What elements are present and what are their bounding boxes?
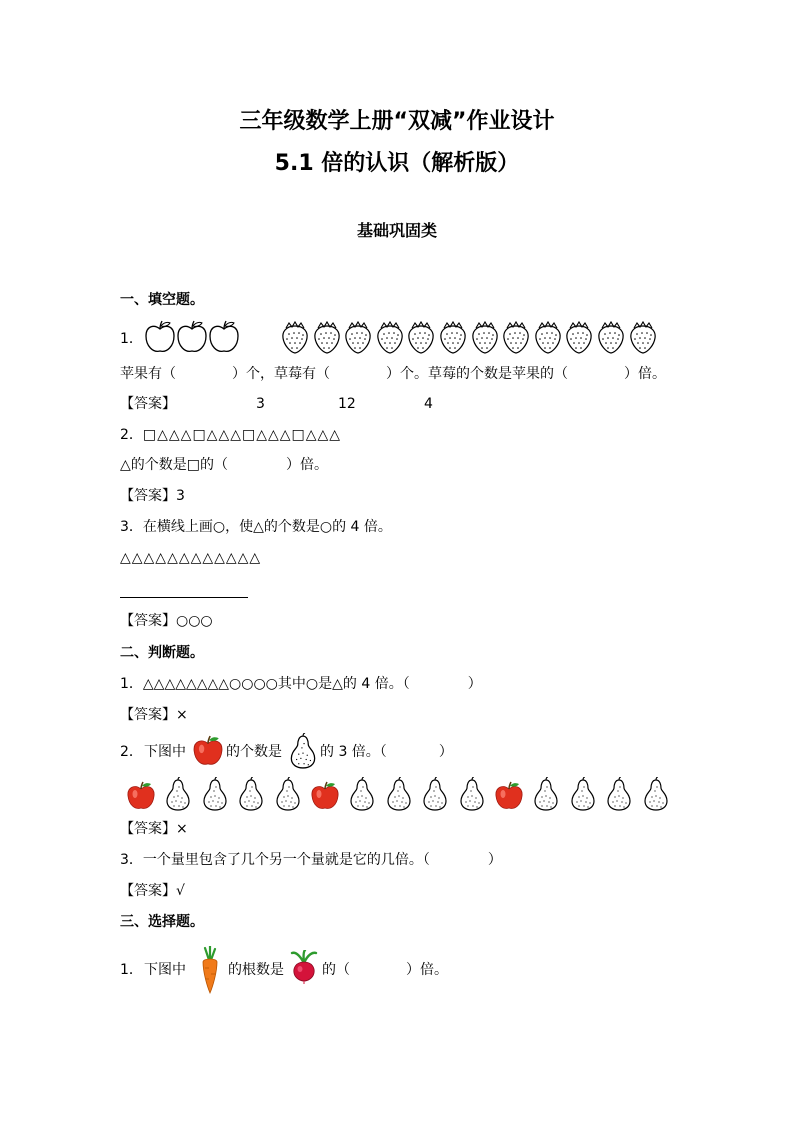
q2-answer: 【答案】3: [120, 488, 185, 504]
strawberry-icon: [565, 320, 593, 354]
pear-icon: [605, 777, 633, 811]
apple-icon: [176, 320, 208, 354]
q3-text: 3．在横线上画○，使△的个数是○的 4 倍。: [120, 519, 392, 535]
q1-text-a: 苹果有（: [120, 366, 176, 382]
part2-heading: 二、判断题。: [120, 645, 204, 661]
strawberry-icon: [502, 320, 530, 354]
strawberry-icon: [471, 320, 499, 354]
p2-q3-text-b: ）: [487, 852, 502, 868]
q2-number: 2．: [120, 427, 143, 443]
p2-q3-text-a: 3．一个量里包含了几个另一个量就是它的几倍。（: [120, 852, 430, 868]
q2-text-a: △的个数是□的（: [120, 457, 228, 473]
p2-q2-text-c: 的 3 倍。（: [320, 744, 387, 760]
q1-answer-label: 【答案】: [120, 396, 176, 412]
q1-text-b: ）个，草莓有（: [232, 366, 330, 382]
q2-sequence: □△△△□△△△□△△△□△△△: [142, 427, 342, 443]
p2-q2-text-b: 的个数是: [226, 744, 282, 760]
q2-question-text: [120, 456, 328, 474]
p3-q1-number: 1．: [120, 962, 143, 978]
p2-q2-number: 2．: [120, 744, 143, 760]
p3-q1-text-c: 的（: [322, 962, 350, 978]
p3-q1-text-a: 下图中: [144, 962, 186, 978]
apple-icon: [309, 781, 341, 811]
strawberry-icon: [313, 320, 341, 354]
p2-q1-text-b: ）: [467, 676, 482, 692]
p2-q2-text-d: ）: [438, 744, 453, 760]
apple-icon: [208, 320, 240, 354]
apple-icon: [125, 781, 157, 811]
strawberry-icon: [439, 320, 467, 354]
p2-q1-text-a: 1．△△△△△△△△○○○○其中○是△的 4 倍。（: [120, 676, 410, 692]
q1-answer-1: 3: [256, 396, 265, 412]
pear-icon: [569, 777, 597, 811]
p2-q3-text: [120, 851, 502, 869]
pear-icon: [532, 777, 560, 811]
q3-triangles: △△△△△△△△△△△△: [120, 550, 262, 566]
p2-q2-text-a: 下图中: [144, 744, 186, 760]
answer-blank-line: [120, 597, 248, 598]
strawberry-icon: [597, 320, 625, 354]
p2-q1-text: [120, 675, 482, 693]
pear-icon: [201, 777, 229, 811]
p2-q1-answer: 【答案】×: [120, 707, 188, 723]
pear-icon: [421, 777, 449, 811]
pear-icon: [385, 777, 413, 811]
p2-q3-answer: 【答案】√: [120, 883, 185, 899]
pear-icon: [237, 777, 265, 811]
carrot-icon: [198, 946, 222, 994]
p2-q2-answer: 【答案】×: [120, 821, 188, 837]
strawberry-icon: [344, 320, 372, 354]
strawberry-icon: [629, 320, 657, 354]
pear-icon: [642, 777, 670, 811]
strawberry-icon: [376, 320, 404, 354]
page-title: 三年级数学上册“双减”作业设计: [239, 109, 555, 134]
q1-answer-3: 4: [424, 396, 433, 412]
apple-icon: [493, 781, 525, 811]
q2-line: [120, 426, 341, 444]
q1-text-d: ）倍。: [624, 366, 666, 382]
strawberry-icon: [281, 320, 309, 354]
p3-q1-question-tail: [322, 961, 448, 979]
q3-answer: 【答案】○○○: [120, 613, 213, 629]
part1-heading: 一、填空题。: [120, 292, 204, 308]
pear-icon: [458, 777, 486, 811]
strawberry-icon: [407, 320, 435, 354]
pear-icon: [288, 733, 318, 769]
apple-icon: [144, 320, 176, 354]
q1-text-c: ）个。草莓的个数是苹果的（: [386, 366, 568, 382]
q1-question-text: [120, 365, 666, 383]
strawberry-icon: [534, 320, 562, 354]
section-title: 基础巩固类: [356, 221, 437, 240]
radish-icon: [289, 950, 319, 984]
page-subtitle: 5.1 倍的认识（解析版）: [274, 151, 520, 176]
pear-icon: [348, 777, 376, 811]
pear-icon: [164, 777, 192, 811]
p3-q1-text-b: 的根数是: [228, 962, 284, 978]
pear-icon: [274, 777, 302, 811]
q2-text-b: ）倍。: [286, 457, 328, 473]
part3-heading: 三、选择题。: [120, 914, 204, 930]
p3-q1-text-d: ）倍。: [406, 962, 448, 978]
q1-number: 1．: [120, 331, 143, 347]
p2-q2-question-tail: [320, 743, 453, 761]
apple-icon: [192, 734, 224, 768]
q1-answer-2: 12: [338, 396, 356, 412]
